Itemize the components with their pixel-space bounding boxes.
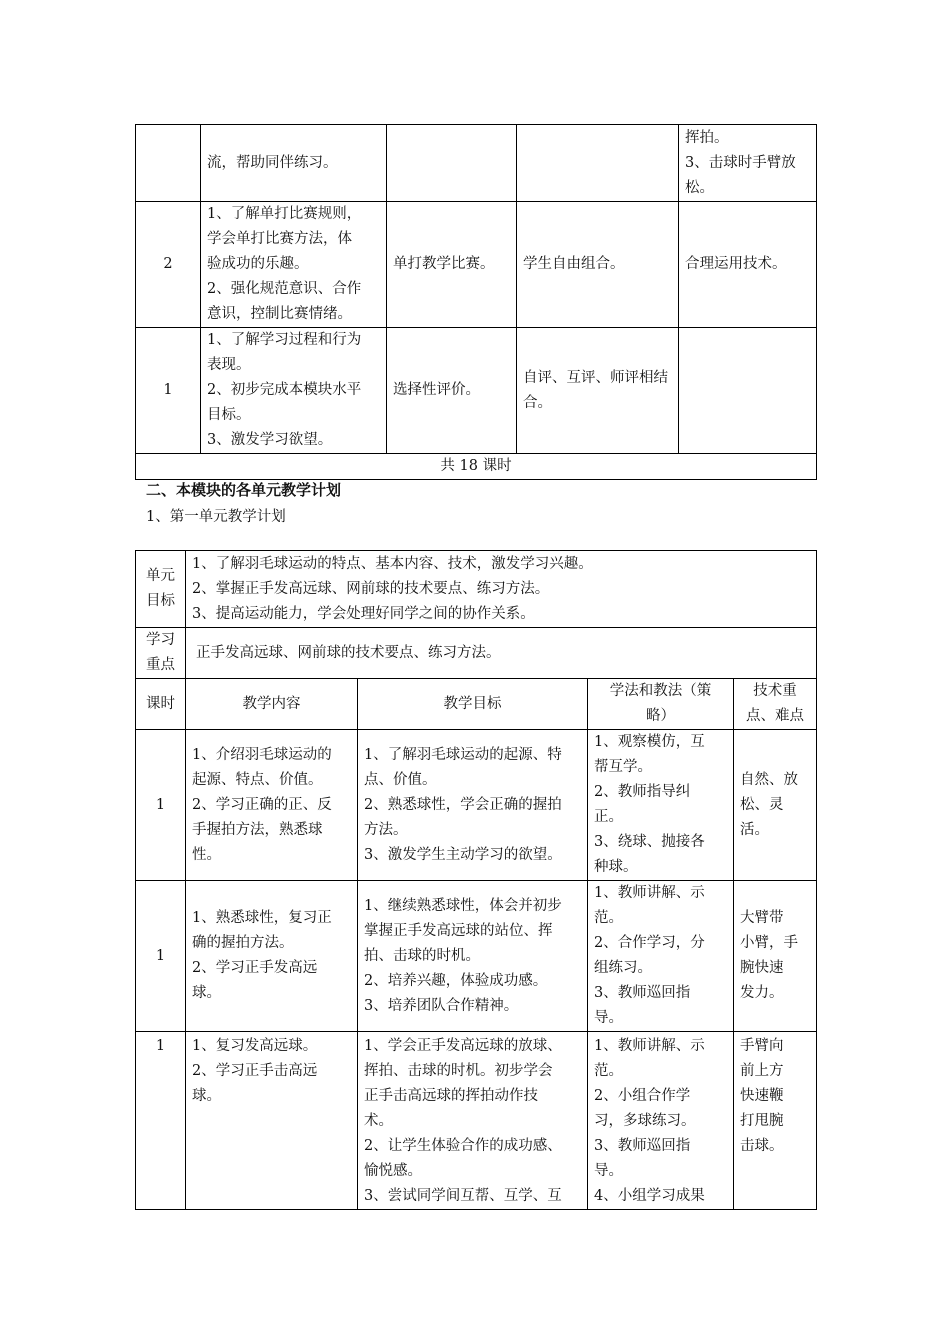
focus-row <box>136 628 817 679</box>
header-row <box>136 679 817 730</box>
goals-cell: 1、了解单打比赛规则， 学会单打比赛方法，体 验成功的乐趣。 2、强化规范意识、合作 意识，控制比赛情绪。 <box>201 202 387 328</box>
unit-goal-label: 单元目标 <box>136 551 186 628</box>
content-cell: 1、介绍羽毛球运动的 起源、特点、价值。 2、学习正确的正、反 手握拍方法，熟悉球 性。 <box>186 730 358 881</box>
total-row <box>136 454 817 480</box>
key-cell: 大臂带 小臂，手 腕快速 发力。 <box>734 881 817 1032</box>
method-cell: 1、教师讲解、示 范。 2、小组合作学 习，多球练习。 3、教师巡回指 导。 4、小组学习成果 <box>588 1032 734 1210</box>
total-hours: 共 18 课时 <box>136 454 817 480</box>
section-heading: 二、本模块的各单元教学计划 <box>146 481 342 499</box>
key-cell: 手臂向 前上方 快速鞭 打甩腕 击球。 <box>734 1032 817 1210</box>
method-cell <box>517 125 679 202</box>
hours-cell: 1 <box>136 730 186 881</box>
key-cell: 自然、放 松、灵 活。 <box>734 730 817 881</box>
focus-label: 学习重点 <box>136 628 186 679</box>
method-cell: 1、教师讲解、示 范。 2、合作学习，分 组练习。 3、教师巡回指 导。 <box>588 881 734 1032</box>
table-row <box>136 881 817 1032</box>
content-cell: 1、复习发高远球。 2、学习正手击高远 球。 <box>186 1032 358 1210</box>
content-cell: 选择性评价。 <box>387 328 517 454</box>
table-row <box>136 730 817 881</box>
method-cell: 自评、互评、师评相结合。 <box>517 328 679 454</box>
header-method: 学法和教法（策略） <box>588 679 734 730</box>
header-key: 技术重点、难点 <box>734 679 817 730</box>
hours-cell: 1 <box>136 328 201 454</box>
header-goals: 教学目标 <box>358 679 588 730</box>
content-cell: 单打教学比赛。 <box>387 202 517 328</box>
goals-cell: 流，帮助同伴练习。 <box>201 125 387 202</box>
hours-plan-table-continued <box>135 124 817 480</box>
content-cell <box>387 125 517 202</box>
unit-goals-row <box>136 551 817 628</box>
key-cell: 合理运用技术。 <box>679 202 817 328</box>
sub-heading: 1、第一单元教学计划 <box>146 509 286 525</box>
goals-cell: 1、了解羽毛球运动的起源、特 点、价值。 2、熟悉球性，学会正确的握拍 方法。 3、激发学生主动学习的欲望。 <box>358 730 588 881</box>
header-hours: 课时 <box>136 679 186 730</box>
hours-cell: 1 <box>136 1032 186 1210</box>
header-content: 教学内容 <box>186 679 358 730</box>
unit-plan-table <box>135 550 817 1210</box>
goals-cell: 1、了解学习过程和行为 表现。 2、初步完成本模块水平 目标。 3、激发学习欲望。 <box>201 328 387 454</box>
table-row <box>136 1032 817 1210</box>
content-cell: 1、熟悉球性，复习正 确的握拍方法。 2、学习正手发高远 球。 <box>186 881 358 1032</box>
key-cell: 挥拍。 3、击球时手臂放 松。 <box>679 125 817 202</box>
goals-cell: 1、学会正手发高远球的放球、 挥拍、击球的时机。初步学会 正手击高远球的挥拍动作技 术。 2、让学生体验合作的成功感、 愉悦感。 3、尝试同学间互帮、互学、互 <box>358 1032 588 1210</box>
focus-cell: 正手发高远球、网前球的技术要点、练习方法。 <box>186 628 817 679</box>
unit-goals-cell: 1、了解羽毛球运动的特点、基本内容、技术，激发学习兴趣。 2、掌握正手发高远球、网前球的技术要点、练习方法。 3、提高运动能力，学会处理好同学之间的协作关系。 <box>186 551 817 628</box>
table-row <box>136 328 817 454</box>
hours-cell: 2 <box>136 202 201 328</box>
hours-cell <box>136 125 201 202</box>
goals-cell: 1、继续熟悉球性，体会并初步 掌握正手发高远球的站位、挥 拍、击球的时机。 2、培养兴趣，体验成功感。 3、培养团队合作精神。 <box>358 881 588 1032</box>
key-cell <box>679 328 817 454</box>
table-row <box>136 202 817 328</box>
method-cell: 1、观察模仿，互 帮互学。 2、教师指导纠 正。 3、绕球、抛接各 种球。 <box>588 730 734 881</box>
hours-cell: 1 <box>136 881 186 1032</box>
method-cell: 学生自由组合。 <box>517 202 679 328</box>
table-row <box>136 125 817 202</box>
